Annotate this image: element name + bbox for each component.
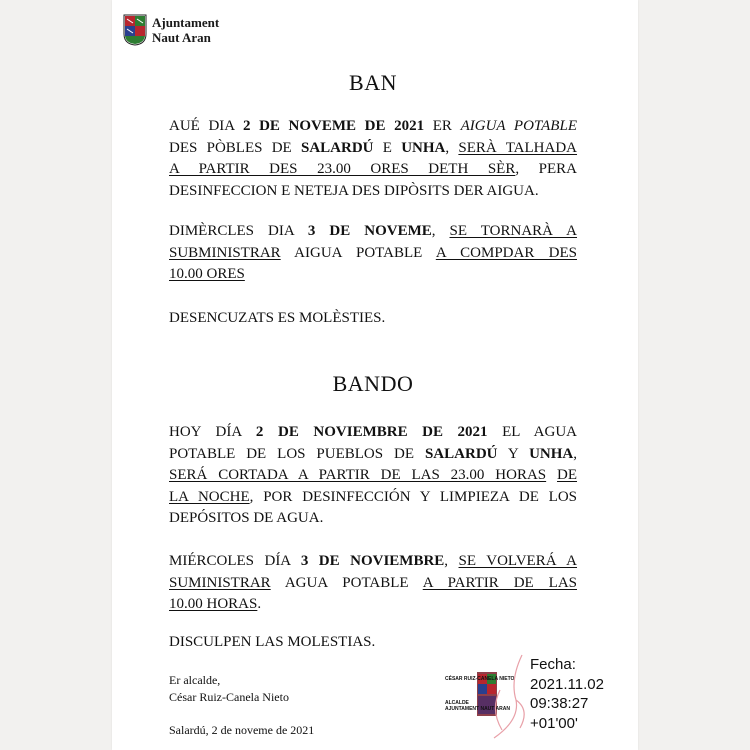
timestamp-time: 09:38:27 (530, 695, 589, 712)
signature-name: CÉSAR RUIZ-CANELA NIETO (445, 676, 515, 682)
ban-paragraph-3: DESENCUZATS ES MOLÈSTIES. (169, 310, 386, 326)
signer-role: Er alcalde, (169, 673, 221, 687)
timestamp-date: 2021.11.02 (530, 675, 604, 693)
bando-paragraph-1: HOY DÍA 2 DE NOVIEMBRE DE 2021 EL AGUA POTABLE DE LOS PUEBLOS DE SALARDÚ Y UNHA, SERÁ CORTADA A PARTIR DE LAS 23.00 HORAS DE LA NOCHE, POR DESINFECCIÓN Y LIMPIEZA DE LOS DEPÓSITOS DE AGUA. (169, 424, 578, 526)
signature-timestamp (530, 655, 604, 733)
coat-of-arms-logo (123, 14, 147, 46)
timestamp-label: Fecha: (530, 656, 576, 673)
org-line-1: Ajuntament (152, 15, 220, 30)
timestamp-timezone: +01'00' (530, 714, 578, 732)
bando-paragraph-3: DISCULPEN LAS MOLESTIAS. (169, 634, 376, 650)
ban-paragraph-2: DIMÈRCLES DIA 3 DE NOVEME, SE TORNARÀ A SUBMINISTRAR AIGUA POTABLE A COMPDAR DES 10.00 ORES (169, 223, 578, 282)
signer-name: César Ruiz-Canela Nieto (169, 690, 289, 704)
place-date: Salardú, 2 de noveme de 2021 (169, 723, 315, 737)
bando-title: BANDO (332, 371, 414, 396)
bando-paragraph-2: MIÉRCOLES DÍA 3 DE NOVIEMBRE, SE VOLVERÁ A SUMINISTRAR AGUA POTABLE A PARTIR DE LAS 10.00 HORAS. (169, 553, 578, 612)
signer-block (169, 672, 289, 706)
org-line-2: Naut Aran (152, 30, 211, 45)
signature-role: ALCALDE AJUNTAMENT NAUT ARAN (445, 700, 510, 712)
organization-name (152, 15, 219, 45)
ban-title: BAN (349, 70, 397, 95)
document-page (112, 0, 638, 750)
ban-paragraph-1: AUÉ DIA 2 DE NOVEME DE 2021 ER AIGUA POTABLE DES PÒBLES DE SALARDÚ E UNHA, SERÀ TALHADA A PARTIR DES 23.00 ORES DETH SÈR, PERA DESINFECCION E NETEJA DES DIPÒSITS DER AIGUA. (169, 118, 578, 199)
